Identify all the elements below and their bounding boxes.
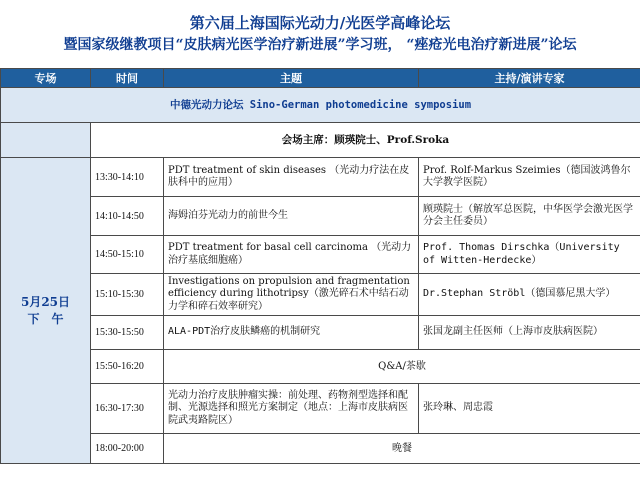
row-speaker: 张国龙副主任医师（上海市皮肤病医院）	[419, 316, 640, 350]
chair-row	[1, 123, 640, 158]
table-row	[1, 274, 640, 316]
table-row	[1, 384, 640, 434]
table-header-row	[1, 69, 640, 88]
table-row	[1, 197, 640, 236]
row-topic: ALA-PDT治疗皮肤鳞癌的机制研究	[164, 316, 419, 350]
row-dinner: 晚餐	[164, 434, 640, 464]
row-topic: 光动力治疗皮肤肿瘤实操：前处理、药物剂型选择和配制、光源选择和照光方案制定（地点：上海市皮肤病医院武夷路院区）	[164, 384, 419, 434]
row-time: 13:30-14:10	[91, 158, 164, 197]
row-time: 15:50-16:20	[91, 350, 164, 384]
row-topic: PDT treatment for basal cell carcinoma （光动力治疗基底细胞癌）	[164, 236, 419, 274]
table-row	[1, 316, 640, 350]
agenda-header	[0, 0, 640, 68]
agenda-table	[0, 68, 640, 464]
title-line-2: 暨国家级继教项目“皮肤病光医学治疗新进展”学习班， “痤疮光电治疗新进展”论坛	[63, 37, 577, 53]
session-date-cell	[1, 158, 91, 464]
row-speaker: 张玲琳、周忠霞	[419, 384, 640, 434]
column-header-session: 专场	[1, 69, 91, 88]
row-time: 14:10-14:50	[91, 197, 164, 236]
title-line-1: 第六届上海国际光动力/光医学高峰论坛	[189, 14, 451, 32]
session-period: 下 午	[27, 311, 64, 326]
row-speaker: Dr.Stephan Ströbl（德国慕尼黑大学）	[419, 274, 640, 316]
session-title: 中德光动力论坛 Sino-German photomedicine symposium	[1, 88, 640, 123]
row-time: 16:30-17:30	[91, 384, 164, 434]
row-topic: 海姆泊芬光动力的前世今生	[164, 197, 419, 236]
row-time: 14:50-15:10	[91, 236, 164, 274]
row-time: 18:00-20:00	[91, 434, 164, 464]
session-chairs: 会场主席：顾瑛院士、Prof.Sroka	[91, 123, 640, 158]
table-row	[1, 350, 640, 384]
row-speaker: Prof. Rolf-Markus Szeimies（德国波鸿鲁尔大学教学医院）	[419, 158, 640, 197]
row-topic: PDT treatment of skin diseases （光动力疗法在皮肤科中的应用）	[164, 158, 419, 197]
row-time: 15:30-15:50	[91, 316, 164, 350]
row-time: 15:10-15:30	[91, 274, 164, 316]
session-title-row	[1, 88, 640, 123]
session-date: 5月25日	[20, 294, 71, 309]
column-header-topic: 主题	[164, 69, 419, 88]
row-topic: Investigations on propulsion and fragmentation efficiency during lithotripsy（激光碎石术中结石动力学和碎石效率研究）	[164, 274, 419, 316]
table-row	[1, 236, 640, 274]
row-speaker: Prof. Thomas Dirschka（University of Witten-Herdecke）	[419, 236, 640, 274]
column-header-speaker: 主持/演讲专家	[419, 69, 640, 88]
row-speaker: 顾瑛院士（解放军总医院，中华医学会激光医学分会主任委员）	[419, 197, 640, 236]
session-spacer-cell	[1, 123, 91, 158]
table-row	[1, 434, 640, 464]
row-break: Q&A/茶歇	[164, 350, 640, 384]
column-header-time: 时间	[91, 69, 164, 88]
table-row	[1, 158, 640, 197]
